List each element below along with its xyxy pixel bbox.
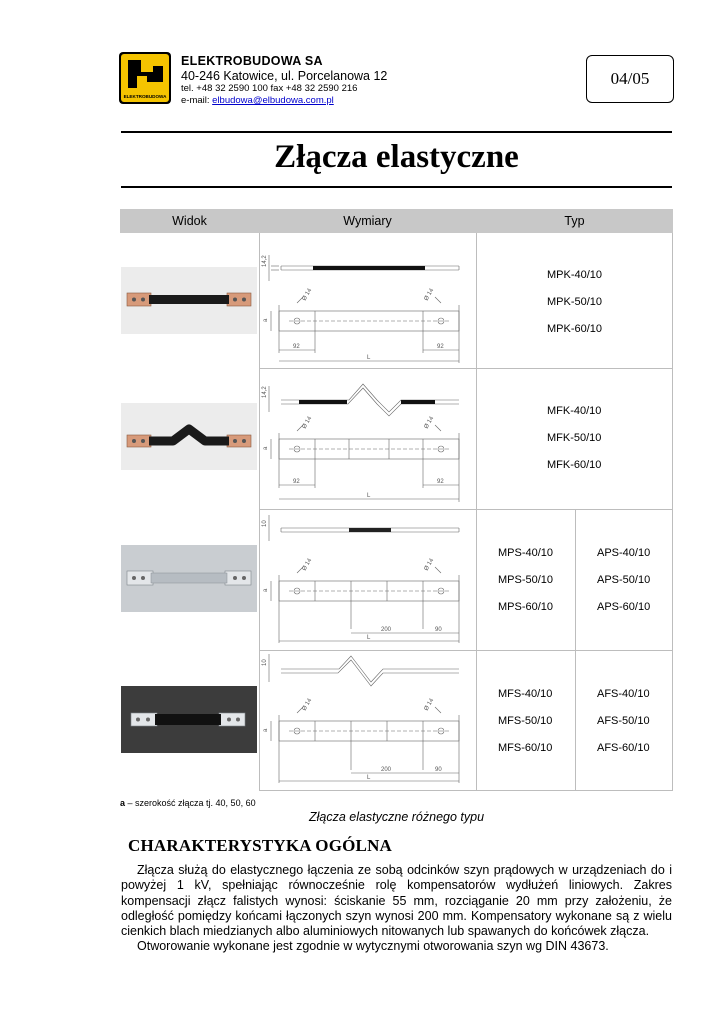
dim-mid: 200 bbox=[381, 767, 392, 773]
type-label: AFS-60/10 bbox=[597, 742, 650, 754]
type-label: APS-40/10 bbox=[597, 547, 651, 559]
types-cell-mpk bbox=[476, 233, 673, 368]
type-label: AFS-50/10 bbox=[597, 715, 650, 727]
photo-mps bbox=[121, 545, 257, 612]
type-label: MPK-50/10 bbox=[547, 296, 603, 308]
types-cell-mfk bbox=[476, 368, 673, 509]
types-cell-mfs bbox=[476, 650, 673, 791]
dim-hole: Ø 14 bbox=[423, 287, 436, 302]
dim-hole: Ø 14 bbox=[301, 287, 314, 302]
type-label: MFK-50/10 bbox=[547, 432, 602, 444]
page-number: 04/05 bbox=[586, 55, 674, 103]
type-label: MFS-60/10 bbox=[498, 742, 553, 754]
drawing-mps bbox=[259, 511, 475, 649]
type-label: MPK-40/10 bbox=[547, 269, 603, 281]
dim-left: 92 bbox=[293, 344, 300, 350]
dim-mid: 200 bbox=[381, 627, 392, 633]
company-name: ELEKTROBUDOWA SA bbox=[181, 54, 323, 68]
logo-text: ELEKTROBUDOWA bbox=[123, 94, 167, 99]
table-header bbox=[120, 209, 673, 233]
table-note bbox=[120, 798, 256, 808]
paragraph: Złącza służą do elastycznego łączenia ze sobą odcinków szyn prądowych w urządzeniach do i powyżej 1 kV, spełniając równocześnie rolę kompensatorów wydłużeń liniowych. Zakres kompensacji złącz falistych wynosi: ściskanie 55 mm, rozciąganie 20 mm przy założeniu, że odległość pomiędzy końcami łączonych szyn wynosi 200 mm. Kompensatory wykonane są z wielu cienkich blach miedzianych albo aluminiowych nitowanych lub spawanych do końcówek złącza. bbox=[121, 863, 672, 939]
type-label: MPS-60/10 bbox=[498, 601, 554, 613]
dim-hole: Ø 14 bbox=[423, 697, 436, 712]
type-label: MPS-40/10 bbox=[498, 547, 554, 559]
dim-thickness: 14,2 bbox=[262, 386, 268, 398]
dim-hole: Ø 14 bbox=[301, 415, 314, 430]
email-link[interactable]: elbudowa@elbudowa.com.pl bbox=[212, 95, 334, 106]
dim-right: 90 bbox=[435, 627, 442, 633]
note-text: – szerokość złącza tj. 40, 50, 60 bbox=[125, 798, 256, 808]
drawing-mpk bbox=[259, 235, 475, 367]
dim-left: 92 bbox=[293, 479, 300, 485]
dim-hole: Ø 14 bbox=[423, 557, 436, 572]
type-label: MFS-50/10 bbox=[498, 715, 553, 727]
dim-width: a bbox=[263, 728, 269, 732]
company-address: 40-246 Katowice, ul. Porcelanowa 12 bbox=[181, 69, 388, 83]
drawing-mfs bbox=[259, 652, 475, 789]
title-rule bbox=[121, 186, 672, 188]
dim-right: 92 bbox=[437, 344, 444, 350]
type-label: MPK-60/10 bbox=[547, 323, 603, 335]
type-label: MPS-50/10 bbox=[498, 574, 554, 586]
type-label: APS-50/10 bbox=[597, 574, 651, 586]
type-label: MFS-40/10 bbox=[498, 688, 553, 700]
company-logo bbox=[119, 52, 171, 104]
dim-hole: Ø 14 bbox=[423, 415, 436, 430]
type-label: MFK-40/10 bbox=[547, 405, 602, 417]
photo-mfs bbox=[121, 686, 257, 753]
photo-mfk bbox=[121, 403, 257, 470]
dim-width: a bbox=[263, 446, 269, 450]
note-symbol: a bbox=[120, 798, 126, 808]
body-text bbox=[121, 863, 672, 955]
dim-length: L bbox=[367, 493, 371, 499]
dim-thickness: 14,2 bbox=[262, 255, 268, 267]
col-wymiary: Wymiary bbox=[343, 214, 392, 228]
dim-hole: Ø 14 bbox=[301, 557, 314, 572]
dim-right: 92 bbox=[437, 479, 444, 485]
col-typ: Typ bbox=[564, 214, 585, 228]
dim-hole: Ø 14 bbox=[301, 697, 314, 712]
paragraph: Otworowanie wykonane jest zgodnie w wytycznymi otworowania szyn wg DIN 43673. bbox=[137, 939, 609, 954]
company-email-line bbox=[181, 95, 334, 106]
dim-thickness: 10 bbox=[262, 520, 268, 527]
dim-thickness: 10 bbox=[262, 659, 268, 666]
email-prefix: e-mail: bbox=[181, 95, 213, 106]
product-table bbox=[120, 209, 673, 791]
dim-length: L bbox=[367, 355, 371, 361]
type-label: APS-60/10 bbox=[597, 601, 651, 613]
types-cell-mps bbox=[476, 509, 673, 650]
table-caption: Złącza elastyczne różnego typu bbox=[308, 810, 485, 824]
company-phone: tel. +48 32 2590 100 fax +48 32 2590 216 bbox=[181, 83, 358, 94]
col-widok: Widok bbox=[172, 214, 207, 228]
photo-mpk bbox=[121, 267, 257, 334]
drawing-mfk bbox=[259, 370, 475, 508]
dim-width: a bbox=[263, 588, 269, 592]
top-rule bbox=[121, 131, 672, 133]
dim-length: L bbox=[367, 635, 371, 641]
dim-length: L bbox=[367, 775, 371, 781]
page-title: Złącza elastyczne bbox=[274, 139, 519, 175]
type-label: MFK-60/10 bbox=[547, 459, 602, 471]
dim-right: 90 bbox=[435, 767, 442, 773]
section-title: CHARAKTERYSTYKA OGÓLNA bbox=[128, 836, 393, 855]
dim-width: a bbox=[263, 318, 269, 322]
type-label: AFS-40/10 bbox=[597, 688, 650, 700]
